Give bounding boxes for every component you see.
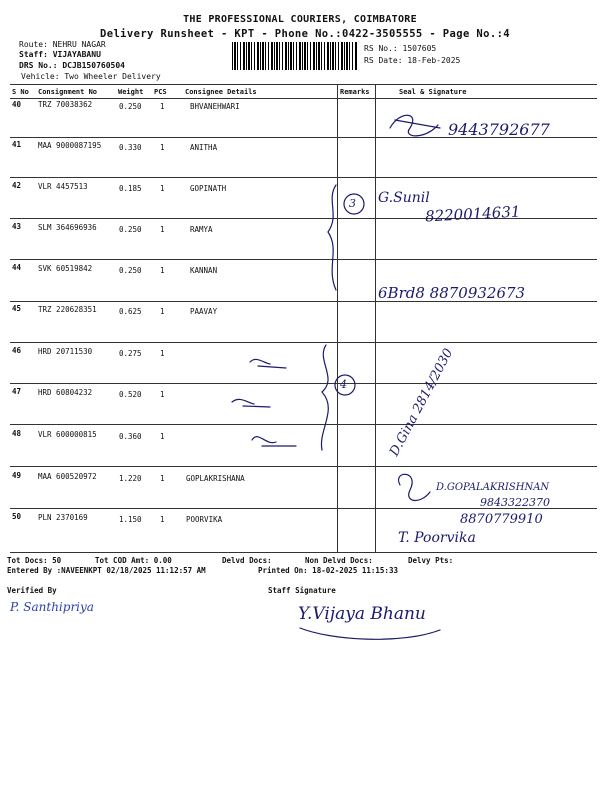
pcs: 1 [160,102,165,111]
pcs: 1 [160,349,165,358]
runsheet-subtitle: Delivery Runsheet - KPT - Phone No.:0422-3505555 - Page No.:4 [100,28,511,40]
entered-by: Entered By :NAVEENKPT 02/18/2025 11:12:57 AM [7,566,206,575]
col-seal-signature: Seal & Signature [399,88,467,96]
staff-label: Staff: VIJAYABANU [19,50,101,59]
weight: 0.250 [119,102,142,111]
brace-42-45 [328,185,336,290]
sno: 47 [12,387,22,396]
col-weight: Weight [118,88,144,96]
signature-phone-42: 8220014631 [424,202,521,226]
sno: 49 [12,471,22,480]
consignment-no: SVK 60519842 [38,264,93,273]
consignment-no: HRD 20711530 [38,347,93,356]
dash-46 [250,359,286,368]
sno: 48 [12,429,22,438]
weight: 0.625 [119,307,142,316]
consignee-name: GOPLAKRISHANA [186,474,245,483]
consignee-name: KANNAN [190,266,218,275]
consignment-no: MAA 600520972 [38,472,97,481]
non-delivered-docs: Non Delvd Docs: [305,556,373,565]
weight: 0.360 [119,432,142,441]
pcs: 1 [160,143,165,152]
staff-signature: Y.Vijaya Bhanu [298,604,426,624]
weight: 0.250 [119,266,142,275]
signature-name-42: G.Sunil [378,190,430,206]
verified-by-label: Verified By [7,586,57,595]
consignee-name: POORVIKA [186,515,223,524]
sno: 42 [12,181,22,190]
pcs: 1 [160,266,165,275]
consignment-no: TRZ 220628351 [38,305,97,314]
consignee-name: ANITHA [190,143,218,152]
pcs: 1 [160,432,165,441]
weight: 0.520 [119,390,142,399]
signature-name-49: D.GOPALAKRISHNAN [436,482,550,493]
total-docs: Tot Docs: 50 [7,556,62,565]
consignment-no: SLM 364696936 [38,223,97,232]
consignee-name: RAMYA [190,225,213,234]
signature-phone-40: 9443792677 [448,120,550,139]
consignment-no: TRZ 70038362 [38,100,93,109]
consignment-no: VLR 4457513 [38,182,88,191]
dash-48 [252,437,296,446]
signature-phone-50: 8870779910 [460,512,543,527]
col-consignee: Consignee Details [185,88,257,96]
pcs: 1 [160,474,165,483]
vehicle-label: Vehicle: Two Wheeler Delivery [21,72,161,81]
rs-date: RS Date: 18-Feb-2025 [364,56,461,65]
consignment-no: MAA 9000087195 [38,141,102,150]
dash-47 [232,399,270,407]
weight: 1.150 [119,515,142,524]
sno: 44 [12,263,22,272]
consignee-name: PAAVAY [190,307,218,316]
sno: 50 [12,512,22,521]
signature-46-48: D.Gina 2814/2030 [387,346,457,459]
consignment-no: VLR 600000815 [38,430,97,439]
sno: 40 [12,100,22,109]
company-title: THE PROFESSIONAL COURIERS, COIMBATORE [183,14,417,25]
weight: 0.330 [119,143,142,152]
col-remarks: Remarks [340,88,370,96]
signature-scribble-40 [390,115,440,136]
remark-number-42: 3 [349,197,356,210]
pcs: 1 [160,515,165,524]
drs-number: DRS No.: DCJB150760504 [19,61,125,70]
col-consignment: Consignment No [38,88,98,96]
col-pcs: PCS [154,88,167,96]
staff-signature-flourish [300,628,440,639]
weight: 0.250 [119,225,142,234]
pcs: 1 [160,225,165,234]
delivered-docs: Delvd Docs: [222,556,272,565]
consignee-name: GOPINATH [190,184,227,193]
consignment-no: PLN 2370169 [38,513,88,522]
pcs: 1 [160,390,165,399]
col-sno: S No [12,88,29,96]
weight: 1.220 [119,474,142,483]
rs-number: RS No.: 1507605 [364,44,437,53]
consignee-name: BHVANEHWARI [190,102,240,111]
sno: 41 [12,140,22,149]
total-cod-amount: Tot COD Amt: 0.00 [95,556,172,565]
delivery-points: Delvy Pts: [408,556,454,565]
pcs: 1 [160,184,165,193]
staff-signature-label: Staff Signature [268,586,336,595]
signature-44: 6Brd8 8870932673 [378,284,526,302]
weight: 0.275 [119,349,142,358]
sno: 46 [12,346,22,355]
sno: 43 [12,222,22,231]
printed-on: Printed On: 18-02-2025 11:15:33 [258,566,398,575]
signature-phone-49: 9843322370 [480,496,550,509]
route-label: Route: NEHRU NAGAR [19,40,106,49]
signature-name-50: T. Poorvika [398,530,476,546]
verified-signature: P. Santhipriya [10,600,94,614]
weight: 0.185 [119,184,142,193]
brace-46-48 [321,345,328,450]
remark-number-46: 4 [340,378,347,391]
pcs: 1 [160,307,165,316]
consignment-no: HRD 60804232 [38,388,93,397]
signature-scribble-49 [399,474,430,500]
sno: 45 [12,304,22,313]
